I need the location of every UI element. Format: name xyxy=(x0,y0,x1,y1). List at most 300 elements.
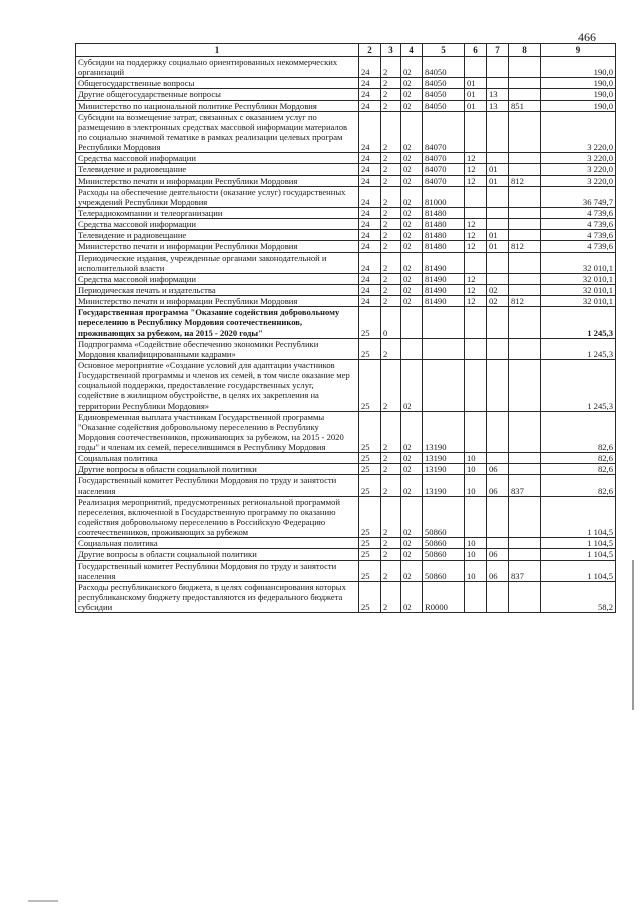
code-cell-3: 2 xyxy=(381,252,401,273)
table-row xyxy=(76,538,616,549)
code-cell-6 xyxy=(465,338,487,359)
code-cell-4: 02 xyxy=(401,78,423,89)
code-cell-3: 2 xyxy=(381,164,401,175)
code-cell-2: 25 xyxy=(359,549,381,560)
table-row xyxy=(76,89,616,100)
row-name-cell: Министерство печати и информации Республики Мордовия xyxy=(76,241,359,252)
row-name-cell: Средства массовой информации xyxy=(76,273,359,284)
code-cell-2: 24 xyxy=(359,111,381,153)
code-cell-7 xyxy=(487,307,509,338)
code-cell-4: 02 xyxy=(401,475,423,496)
code-cell-3: 2 xyxy=(381,549,401,560)
code-cell-2: 24 xyxy=(359,164,381,175)
code-cell-8 xyxy=(509,186,541,207)
code-cell-6 xyxy=(465,186,487,207)
code-cell-7: 06 xyxy=(487,475,509,496)
code-cell-6: 10 xyxy=(465,560,487,581)
row-name-cell: Телевидение и радиовещание xyxy=(76,164,359,175)
code-cell-4: 02 xyxy=(401,207,423,218)
code-cell-8: 851 xyxy=(509,100,541,111)
table-row xyxy=(76,338,616,359)
code-cell-8: 812 xyxy=(509,175,541,186)
code-cell-8 xyxy=(509,453,541,464)
code-cell-6: 12 xyxy=(465,219,487,230)
code-cell-2: 25 xyxy=(359,307,381,338)
column-header-5: 5 xyxy=(423,44,465,57)
table-row xyxy=(76,453,616,464)
code-cell-5: 13190 xyxy=(423,475,465,496)
amount-cell: 1 104,5 xyxy=(541,560,616,581)
code-cell-3: 2 xyxy=(381,496,401,538)
code-cell-6 xyxy=(465,359,487,411)
amount-cell: 82,6 xyxy=(541,453,616,464)
code-cell-4: 02 xyxy=(401,175,423,186)
code-cell-5: 81490 xyxy=(423,284,465,295)
amount-cell: 1 245,3 xyxy=(541,307,616,338)
scan-corner-mark xyxy=(28,900,58,902)
column-header-3: 3 xyxy=(381,44,401,57)
row-name-cell: Социальная политика xyxy=(76,453,359,464)
code-cell-8: 837 xyxy=(509,560,541,581)
amount-cell: 1 245,3 xyxy=(541,338,616,359)
amount-cell: 190,0 xyxy=(541,57,616,78)
code-cell-7 xyxy=(487,359,509,411)
amount-cell: 82,6 xyxy=(541,475,616,496)
amount-cell: 1 104,5 xyxy=(541,496,616,538)
code-cell-3: 2 xyxy=(381,100,401,111)
code-cell-7 xyxy=(487,219,509,230)
code-cell-3: 2 xyxy=(381,538,401,549)
code-cell-3: 2 xyxy=(381,219,401,230)
column-header-9: 9 xyxy=(541,44,616,57)
row-name-cell: Государственная программа "Оказание содействия добровольному переселению в Республику Мордовия соотечественников, проживающих за рубежом, на 2015 - 2020 годы" xyxy=(76,307,359,338)
code-cell-6: 10 xyxy=(465,538,487,549)
code-cell-4 xyxy=(401,338,423,359)
code-cell-6: 10 xyxy=(465,464,487,475)
code-cell-2: 25 xyxy=(359,538,381,549)
code-cell-5: 84070 xyxy=(423,111,465,153)
code-cell-3: 2 xyxy=(381,186,401,207)
code-cell-7 xyxy=(487,581,509,612)
code-cell-7: 01 xyxy=(487,230,509,241)
code-cell-8: 812 xyxy=(509,296,541,307)
code-cell-4 xyxy=(401,307,423,338)
code-cell-5 xyxy=(423,338,465,359)
row-name-cell: Министерство печати и информации Республики Мордовия xyxy=(76,296,359,307)
code-cell-8 xyxy=(509,153,541,164)
code-cell-4: 02 xyxy=(401,252,423,273)
code-cell-7: 02 xyxy=(487,284,509,295)
page-number: 466 xyxy=(578,30,596,44)
code-cell-4: 02 xyxy=(401,153,423,164)
amount-cell: 82,6 xyxy=(541,464,616,475)
code-cell-5: 81000 xyxy=(423,186,465,207)
table-row xyxy=(76,307,616,338)
code-cell-3: 2 xyxy=(381,111,401,153)
table-row xyxy=(76,78,616,89)
row-name-cell: Периодические издания, учрежденные органами законодательной и исполнительной власти xyxy=(76,252,359,273)
code-cell-6: 12 xyxy=(465,153,487,164)
code-cell-5: 84070 xyxy=(423,175,465,186)
row-name-cell: Телерадиокомпании и телеорганизации xyxy=(76,207,359,218)
code-cell-2: 24 xyxy=(359,219,381,230)
table-row xyxy=(76,186,616,207)
code-cell-7 xyxy=(487,78,509,89)
amount-cell: 3 220,0 xyxy=(541,111,616,153)
code-cell-8 xyxy=(509,496,541,538)
code-cell-2: 24 xyxy=(359,273,381,284)
code-cell-7 xyxy=(487,57,509,78)
code-cell-4: 02 xyxy=(401,219,423,230)
code-cell-5: 84050 xyxy=(423,89,465,100)
code-cell-7 xyxy=(487,538,509,549)
code-cell-3: 2 xyxy=(381,153,401,164)
column-header-6: 6 xyxy=(465,44,487,57)
table-row xyxy=(76,475,616,496)
code-cell-7 xyxy=(487,153,509,164)
row-name-cell: Социальная политика xyxy=(76,538,359,549)
code-cell-6: 12 xyxy=(465,296,487,307)
table-row xyxy=(76,296,616,307)
code-cell-6 xyxy=(465,252,487,273)
code-cell-8 xyxy=(509,164,541,175)
code-cell-3: 2 xyxy=(381,581,401,612)
code-cell-2: 24 xyxy=(359,230,381,241)
code-cell-5: 50860 xyxy=(423,560,465,581)
code-cell-4: 02 xyxy=(401,164,423,175)
code-cell-2: 24 xyxy=(359,78,381,89)
code-cell-4: 02 xyxy=(401,296,423,307)
code-cell-5: 84050 xyxy=(423,57,465,78)
code-cell-4: 02 xyxy=(401,186,423,207)
code-cell-2: 24 xyxy=(359,207,381,218)
row-name-cell: Основное мероприятие «Создание условий для адаптации участников Государственной программы и членов их семей, в том числе оказание мер социальной поддержки, предоставление государственных услуг, содействие в жилищном обустройстве, в целях их закрепления на территории Республики Мордовия» xyxy=(76,359,359,411)
code-cell-3: 2 xyxy=(381,453,401,464)
budget-table xyxy=(75,43,616,613)
code-cell-3: 2 xyxy=(381,296,401,307)
column-header-8: 8 xyxy=(509,44,541,57)
code-cell-3: 2 xyxy=(381,78,401,89)
table-row xyxy=(76,496,616,538)
amount-cell: 4 739,6 xyxy=(541,230,616,241)
row-name-cell: Министерство по национальной политике Республики Мордовия xyxy=(76,100,359,111)
row-name-cell: Расходы на обеспечение деятельности (оказание услуг) государственных учреждений Республики Мордовия xyxy=(76,186,359,207)
code-cell-7: 02 xyxy=(487,296,509,307)
amount-cell: 3 220,0 xyxy=(541,153,616,164)
code-cell-2: 25 xyxy=(359,581,381,612)
code-cell-5: 13190 xyxy=(423,411,465,453)
amount-cell: 190,0 xyxy=(541,89,616,100)
code-cell-7 xyxy=(487,186,509,207)
code-cell-7 xyxy=(487,411,509,453)
code-cell-7 xyxy=(487,111,509,153)
column-header-4: 4 xyxy=(401,44,423,57)
code-cell-5: 50860 xyxy=(423,549,465,560)
amount-cell: 36 749,7 xyxy=(541,186,616,207)
code-cell-3: 2 xyxy=(381,273,401,284)
code-cell-6 xyxy=(465,411,487,453)
amount-cell: 190,0 xyxy=(541,100,616,111)
code-cell-5: 81480 xyxy=(423,207,465,218)
code-cell-8 xyxy=(509,411,541,453)
column-header-7: 7 xyxy=(487,44,509,57)
code-cell-5: 50860 xyxy=(423,496,465,538)
code-cell-3: 2 xyxy=(381,230,401,241)
code-cell-8 xyxy=(509,89,541,100)
code-cell-4: 02 xyxy=(401,496,423,538)
code-cell-8: 812 xyxy=(509,241,541,252)
code-cell-5: 81490 xyxy=(423,252,465,273)
code-cell-2: 24 xyxy=(359,284,381,295)
amount-cell: 32 010,1 xyxy=(541,296,616,307)
amount-cell: 32 010,1 xyxy=(541,252,616,273)
code-cell-8 xyxy=(509,273,541,284)
header-row xyxy=(76,44,616,57)
table-row xyxy=(76,164,616,175)
code-cell-2: 24 xyxy=(359,175,381,186)
row-name-cell: Субсидии на поддержку социально ориентированных некоммерческих организаций xyxy=(76,57,359,78)
code-cell-3: 2 xyxy=(381,89,401,100)
code-cell-7 xyxy=(487,453,509,464)
code-cell-3: 2 xyxy=(381,338,401,359)
amount-cell: 1 104,5 xyxy=(541,549,616,560)
code-cell-4: 02 xyxy=(401,100,423,111)
amount-cell: 4 739,6 xyxy=(541,241,616,252)
code-cell-6: 12 xyxy=(465,175,487,186)
code-cell-2: 25 xyxy=(359,338,381,359)
code-cell-2: 25 xyxy=(359,411,381,453)
code-cell-7: 01 xyxy=(487,241,509,252)
code-cell-8 xyxy=(509,581,541,612)
code-cell-7: 06 xyxy=(487,549,509,560)
code-cell-5: R0000 xyxy=(423,581,465,612)
row-name-cell: Другие общегосударственные вопросы xyxy=(76,89,359,100)
code-cell-7 xyxy=(487,252,509,273)
code-cell-6: 10 xyxy=(465,453,487,464)
code-cell-7: 06 xyxy=(487,464,509,475)
amount-cell: 82,6 xyxy=(541,411,616,453)
code-cell-8 xyxy=(509,207,541,218)
code-cell-5: 81490 xyxy=(423,273,465,284)
scan-edge-mark xyxy=(632,560,634,710)
amount-cell: 4 739,6 xyxy=(541,219,616,230)
code-cell-8 xyxy=(509,78,541,89)
code-cell-5: 84050 xyxy=(423,100,465,111)
code-cell-3: 2 xyxy=(381,175,401,186)
row-name-cell: Общегосударственные вопросы xyxy=(76,78,359,89)
code-cell-4: 02 xyxy=(401,230,423,241)
amount-cell: 3 220,0 xyxy=(541,175,616,186)
code-cell-2: 25 xyxy=(359,464,381,475)
amount-cell: 32 010,1 xyxy=(541,284,616,295)
code-cell-6 xyxy=(465,496,487,538)
code-cell-7: 06 xyxy=(487,560,509,581)
table-row xyxy=(76,241,616,252)
code-cell-6 xyxy=(465,111,487,153)
code-cell-6: 12 xyxy=(465,241,487,252)
code-cell-6 xyxy=(465,57,487,78)
amount-cell: 1 245,3 xyxy=(541,359,616,411)
code-cell-4: 02 xyxy=(401,111,423,153)
code-cell-8 xyxy=(509,111,541,153)
code-cell-4: 02 xyxy=(401,464,423,475)
code-cell-8 xyxy=(509,252,541,273)
code-cell-2: 24 xyxy=(359,153,381,164)
code-cell-4: 02 xyxy=(401,57,423,78)
code-cell-6: 01 xyxy=(465,89,487,100)
code-cell-2: 25 xyxy=(359,359,381,411)
code-cell-5: 13190 xyxy=(423,453,465,464)
code-cell-6: 10 xyxy=(465,475,487,496)
row-name-cell: Министерство печати и информации Республики Мордовия xyxy=(76,175,359,186)
code-cell-8 xyxy=(509,57,541,78)
code-cell-3: 0 xyxy=(381,307,401,338)
code-cell-5: 84070 xyxy=(423,153,465,164)
code-cell-2: 24 xyxy=(359,241,381,252)
code-cell-4: 02 xyxy=(401,549,423,560)
table-row xyxy=(76,207,616,218)
code-cell-5 xyxy=(423,307,465,338)
code-cell-3: 2 xyxy=(381,560,401,581)
code-cell-6 xyxy=(465,207,487,218)
code-cell-2: 24 xyxy=(359,57,381,78)
table-row xyxy=(76,230,616,241)
row-name-cell: Средства массовой информации xyxy=(76,153,359,164)
code-cell-3: 2 xyxy=(381,241,401,252)
code-cell-4: 02 xyxy=(401,453,423,464)
code-cell-8 xyxy=(509,549,541,560)
code-cell-3: 2 xyxy=(381,57,401,78)
table-row xyxy=(76,57,616,78)
code-cell-3: 2 xyxy=(381,464,401,475)
code-cell-7: 13 xyxy=(487,89,509,100)
code-cell-7 xyxy=(487,207,509,218)
code-cell-6 xyxy=(465,307,487,338)
code-cell-3: 2 xyxy=(381,475,401,496)
code-cell-8 xyxy=(509,538,541,549)
table-row xyxy=(76,549,616,560)
row-name-cell: Телевидение и радиовещание xyxy=(76,230,359,241)
code-cell-8 xyxy=(509,230,541,241)
amount-cell: 58,2 xyxy=(541,581,616,612)
row-name-cell: Субсидии на возмещение затрат, связанных с оказанием услуг по размещению в электронных средствах массовой информации материалов по социально значимой тематике в рамках реализации целевых програм Республики Мордовия xyxy=(76,111,359,153)
code-cell-3: 2 xyxy=(381,207,401,218)
amount-cell: 32 010,1 xyxy=(541,273,616,284)
row-name-cell: Другие вопросы в области социальной политики xyxy=(76,464,359,475)
table-row xyxy=(76,100,616,111)
table-body xyxy=(76,57,616,613)
code-cell-4: 02 xyxy=(401,538,423,549)
code-cell-6: 12 xyxy=(465,284,487,295)
row-name-cell: Средства массовой информации xyxy=(76,219,359,230)
code-cell-5: 84070 xyxy=(423,164,465,175)
code-cell-2: 25 xyxy=(359,475,381,496)
amount-cell: 4 739,6 xyxy=(541,207,616,218)
row-name-cell: Реализация мероприятий, предусмотренных региональной программой переселения, включенной в Государственную программу по оказанию содействия добровольному переселению в Российскую Федерацию соотечественников, проживающих за рубежом xyxy=(76,496,359,538)
amount-cell: 190,0 xyxy=(541,78,616,89)
code-cell-2: 24 xyxy=(359,100,381,111)
code-cell-4: 02 xyxy=(401,581,423,612)
code-cell-6: 01 xyxy=(465,100,487,111)
column-header-2: 2 xyxy=(359,44,381,57)
code-cell-3: 2 xyxy=(381,411,401,453)
code-cell-5: 81490 xyxy=(423,296,465,307)
code-cell-6: 12 xyxy=(465,164,487,175)
code-cell-8 xyxy=(509,338,541,359)
row-name-cell: Государственный комитет Республики Мордовия по труду и занятости населения xyxy=(76,560,359,581)
table-row xyxy=(76,153,616,164)
code-cell-2: 25 xyxy=(359,453,381,464)
code-cell-6: 12 xyxy=(465,273,487,284)
code-cell-8 xyxy=(509,359,541,411)
code-cell-5: 81480 xyxy=(423,241,465,252)
code-cell-6 xyxy=(465,581,487,612)
code-cell-5: 13190 xyxy=(423,464,465,475)
table-row xyxy=(76,219,616,230)
code-cell-5: 81480 xyxy=(423,219,465,230)
row-name-cell: Государственный комитет Республики Мордовия по труду и занятости населения xyxy=(76,475,359,496)
code-cell-4: 02 xyxy=(401,411,423,453)
code-cell-4: 02 xyxy=(401,273,423,284)
amount-cell: 3 220,0 xyxy=(541,164,616,175)
table-row xyxy=(76,464,616,475)
code-cell-6: 01 xyxy=(465,78,487,89)
code-cell-2: 25 xyxy=(359,560,381,581)
code-cell-6: 12 xyxy=(465,230,487,241)
code-cell-5 xyxy=(423,359,465,411)
code-cell-2: 24 xyxy=(359,252,381,273)
code-cell-8 xyxy=(509,219,541,230)
code-cell-4: 02 xyxy=(401,284,423,295)
table-row xyxy=(76,411,616,453)
code-cell-7: 01 xyxy=(487,175,509,186)
code-cell-8 xyxy=(509,284,541,295)
code-cell-4: 02 xyxy=(401,560,423,581)
code-cell-2: 24 xyxy=(359,296,381,307)
code-cell-7 xyxy=(487,338,509,359)
row-name-cell: Подпрограмма «Содействие обеспечению экономики Республики Мордовия квалифицированными кадрами» xyxy=(76,338,359,359)
code-cell-5: 84050 xyxy=(423,78,465,89)
code-cell-7: 01 xyxy=(487,164,509,175)
code-cell-4: 02 xyxy=(401,241,423,252)
code-cell-8 xyxy=(509,307,541,338)
code-cell-5: 81480 xyxy=(423,230,465,241)
code-cell-7 xyxy=(487,273,509,284)
code-cell-7 xyxy=(487,496,509,538)
code-cell-2: 25 xyxy=(359,496,381,538)
table-row xyxy=(76,175,616,186)
code-cell-6: 10 xyxy=(465,549,487,560)
code-cell-7: 13 xyxy=(487,100,509,111)
code-cell-4: 02 xyxy=(401,89,423,100)
code-cell-2: 24 xyxy=(359,89,381,100)
row-name-cell: Периодическая печать и издательства xyxy=(76,284,359,295)
code-cell-3: 2 xyxy=(381,359,401,411)
row-name-cell: Единовременная выплата участникам Государственной программы "Оказание содействия добровольному переселению в Республику Мордовия соотечественников, проживающих за рубежом, на 2015 - 2020 годы" и членам их семей, переселившимся в Республику Мордовия xyxy=(76,411,359,453)
table-row xyxy=(76,273,616,284)
column-header-1: 1 xyxy=(76,44,359,57)
table-row xyxy=(76,111,616,153)
table-row xyxy=(76,284,616,295)
code-cell-4: 02 xyxy=(401,359,423,411)
table-row xyxy=(76,359,616,411)
row-name-cell: Расходы республиканского бюджета, в целях софинансирования которых республиканскому бюджету предоставляются из федерального бюджета субсидии xyxy=(76,581,359,612)
amount-cell: 1 104,5 xyxy=(541,538,616,549)
code-cell-5: 50860 xyxy=(423,538,465,549)
code-cell-2: 24 xyxy=(359,186,381,207)
code-cell-8 xyxy=(509,464,541,475)
code-cell-3: 2 xyxy=(381,284,401,295)
